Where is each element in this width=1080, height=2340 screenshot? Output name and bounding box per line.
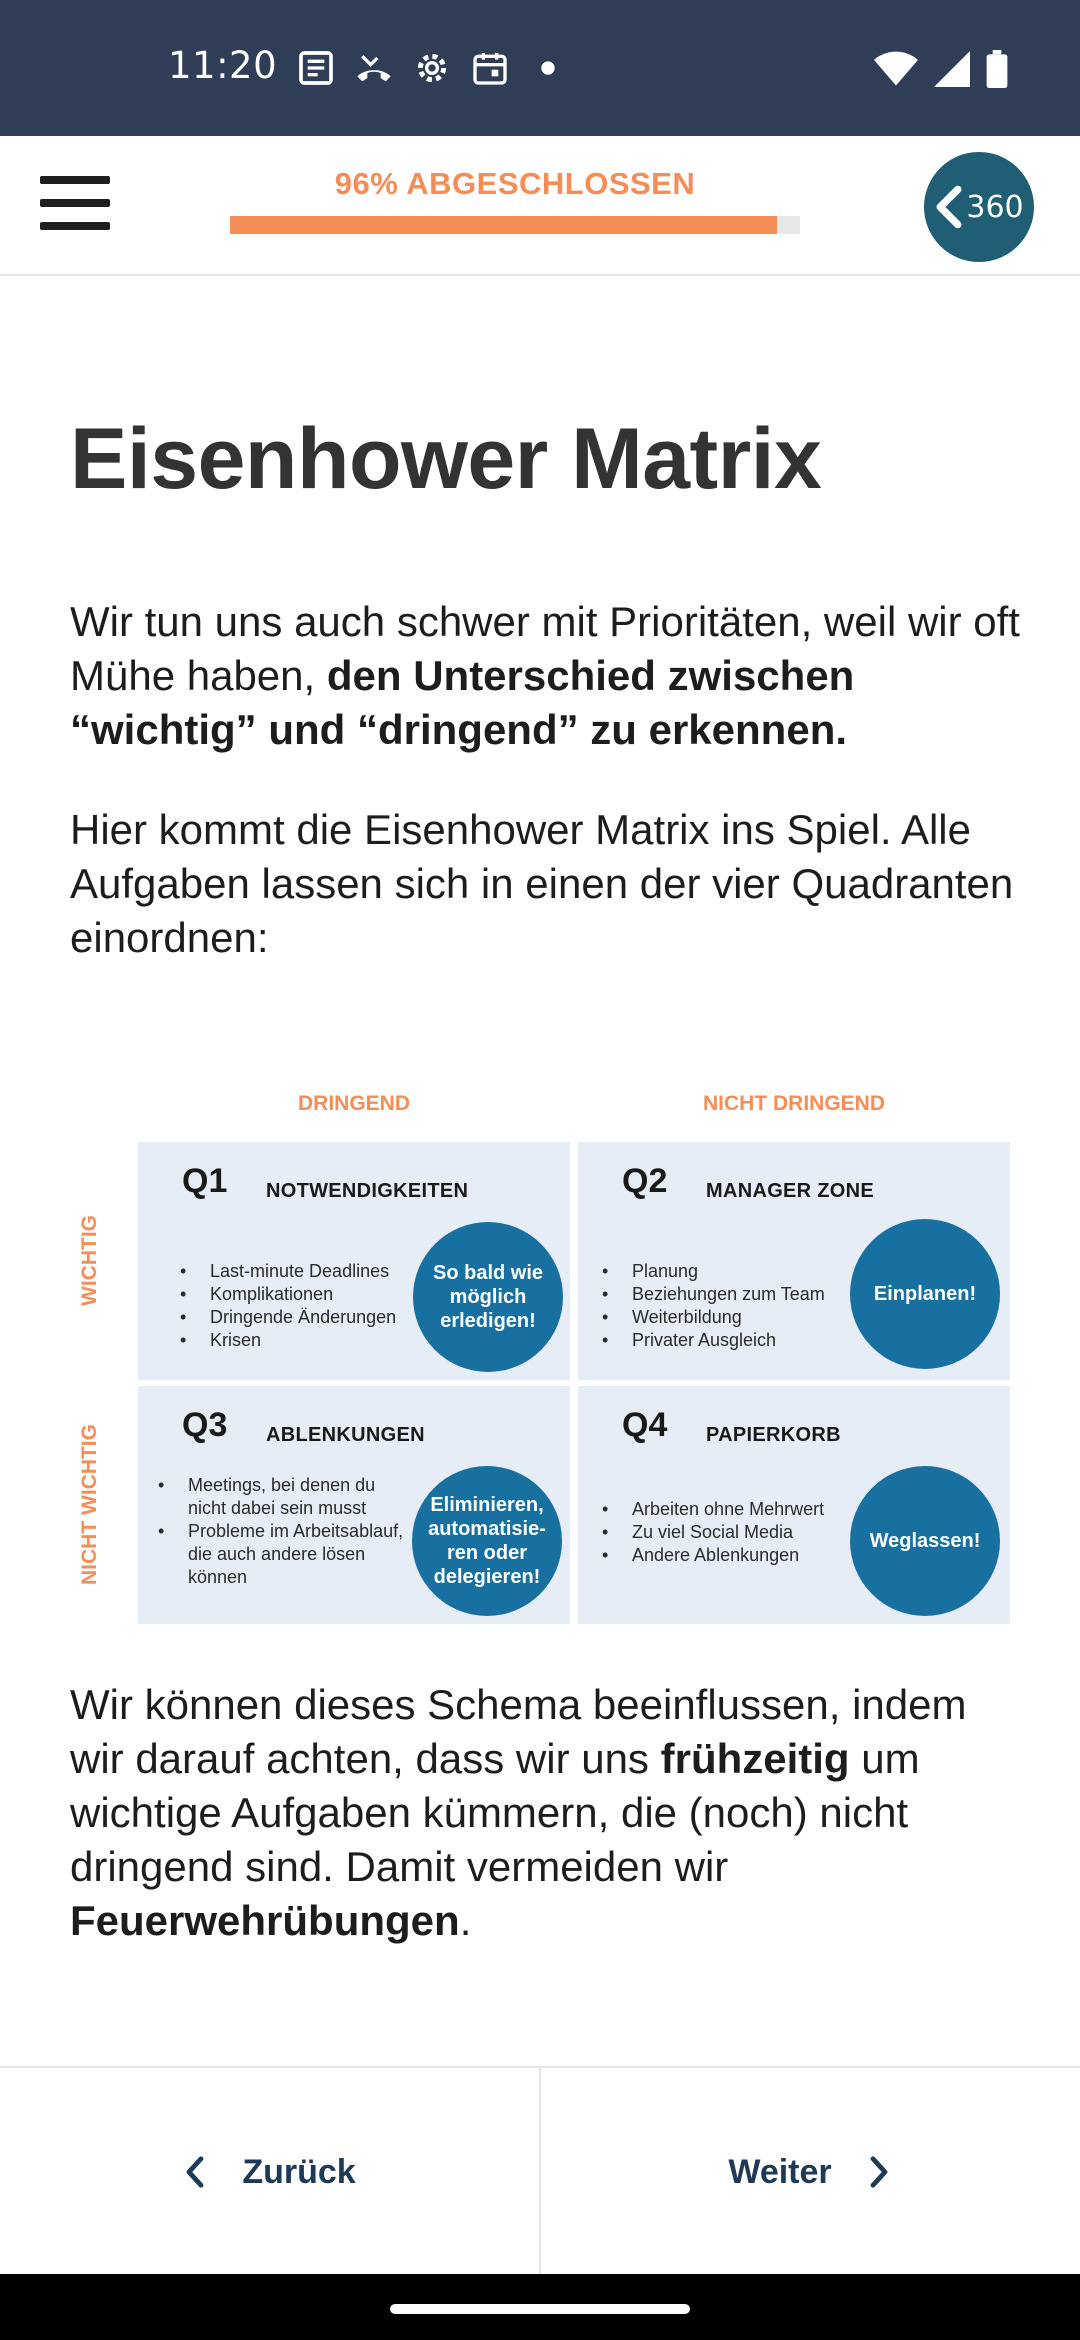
list-item: • Planung	[602, 1260, 862, 1283]
quadrant-list	[158, 1474, 408, 1589]
action-bubble: So bald wie möglich erledigen!	[413, 1222, 563, 1372]
row-label-important: WICHTIG	[78, 1215, 101, 1307]
intro-paragraph	[70, 595, 1020, 757]
conclusion-paragraph	[70, 1678, 1030, 1948]
settings-icon	[412, 48, 452, 88]
calendar-icon	[470, 48, 510, 88]
quadrant-list	[602, 1260, 862, 1352]
page-title: Eisenhower Matrix	[70, 411, 822, 507]
list-item: • Komplikationen	[180, 1283, 420, 1306]
dot-icon	[528, 48, 568, 88]
chevron-left-icon	[934, 185, 964, 229]
quadrant-list	[602, 1498, 842, 1567]
course-progress	[230, 166, 800, 234]
list-item: • Krisen	[180, 1329, 420, 1352]
col-label-not-urgent: NICHT DRINGEND	[703, 1092, 885, 1115]
chevron-right-icon	[866, 2154, 892, 2190]
quadrant-id: Q3	[182, 1406, 228, 1444]
quadrant-name: NOTWENDIGKEITEN	[266, 1180, 469, 1202]
quadrant-q1	[138, 1142, 570, 1380]
wifi-icon	[874, 50, 918, 88]
quadrant-list	[180, 1260, 420, 1352]
home-gesture-handle[interactable]	[390, 2304, 690, 2314]
intro-text: Wir tun uns auch schwer mit Prioritäten, weil wir oft Mühe haben,	[70, 598, 1020, 699]
quadrant-name: MANAGER ZONE	[706, 1180, 875, 1202]
missed-call-icon	[354, 48, 394, 88]
row-label-not-important: NICHT WICHTIG	[78, 1424, 101, 1586]
system-navigation-bar	[0, 2274, 1080, 2340]
quadrant-id: Q2	[622, 1162, 668, 1200]
back-360-label: 360	[966, 189, 1024, 225]
status-bar	[0, 0, 1080, 136]
status-icons-left	[296, 48, 568, 88]
list-item: • Zu viel Social Media	[602, 1521, 842, 1544]
status-time: 11:20	[168, 44, 278, 87]
next-button-label: Weiter	[728, 2152, 832, 2191]
conclusion-bold-2: Feuerwehrübungen	[70, 1897, 460, 1944]
matrix-intro-paragraph: Hier kommt die Eisenhower Matrix ins Spiel. Alle Aufgaben lassen sich in einen der vier Quadranten einordnen:	[70, 806, 1014, 961]
conclusion-text-c: um wichtige Aufgaben kümmern, die (noch) nicht dringend sind. Damit vermeiden wir	[70, 1735, 920, 1890]
hamburger-menu-icon[interactable]	[40, 176, 112, 236]
progress-fill	[230, 216, 777, 234]
news-icon	[296, 48, 336, 88]
list-item: • Andere Ablenkungen	[602, 1544, 842, 1567]
app-header	[0, 136, 1080, 276]
lesson-content	[70, 410, 1020, 965]
action-bubble: Eliminieren, automatisie-ren oder delegieren!	[412, 1466, 562, 1616]
bottom-navigation	[0, 2066, 1080, 2274]
action-bubble: Weglassen!	[850, 1466, 1000, 1616]
progress-label: 96% ABGESCHLOSSEN	[334, 166, 696, 201]
conclusion-text-a: Wir können dieses Schema beeinflussen, indem wir darauf achten, dass wir uns	[70, 1681, 967, 1782]
quadrant-q2	[578, 1142, 1010, 1380]
back-button-label: Zurück	[242, 2152, 356, 2191]
list-item: • Weiterbildung	[602, 1306, 862, 1329]
list-item: • Last-minute Deadlines	[180, 1260, 420, 1283]
chevron-left-icon	[182, 2154, 208, 2190]
back-360-button[interactable]	[924, 152, 1034, 262]
status-icons-right	[874, 50, 1008, 88]
col-label-urgent: DRINGEND	[297, 1092, 410, 1115]
quadrant-q4	[578, 1386, 1010, 1624]
list-item: • Probleme im Arbeitsablauf, die auch andere lösen können	[158, 1520, 408, 1589]
quadrant-name: ABLENKUNGEN	[266, 1424, 425, 1446]
quadrant-id: Q1	[182, 1162, 228, 1200]
list-item: • Meetings, bei denen du nicht dabei sein musst	[158, 1474, 408, 1520]
intro-bold-text: den Unterschied zwischen “wichtig” und “dringend” zu erkennen.	[70, 652, 855, 753]
quadrant-name: PAPIERKORB	[706, 1424, 841, 1446]
list-item: • Arbeiten ohne Mehrwert	[602, 1498, 842, 1521]
quadrant-q3	[138, 1386, 570, 1624]
signal-icon	[934, 50, 970, 88]
conclusion-bold-1: frühzeitig	[660, 1735, 850, 1782]
conclusion-text-d: .	[459, 1897, 472, 1944]
battery-icon	[986, 50, 1008, 88]
list-item: • Dringende Änderungen	[180, 1306, 420, 1329]
action-bubble: Einplanen!	[850, 1219, 1000, 1369]
next-button[interactable]	[541, 2068, 1079, 2276]
quadrant-id: Q4	[622, 1406, 668, 1444]
eisenhower-matrix	[70, 1092, 1020, 1632]
list-item: • Privater Ausgleich	[602, 1329, 862, 1352]
back-button[interactable]	[0, 2068, 538, 2276]
progress-track	[230, 216, 800, 234]
list-item: • Beziehungen zum Team	[602, 1283, 862, 1306]
